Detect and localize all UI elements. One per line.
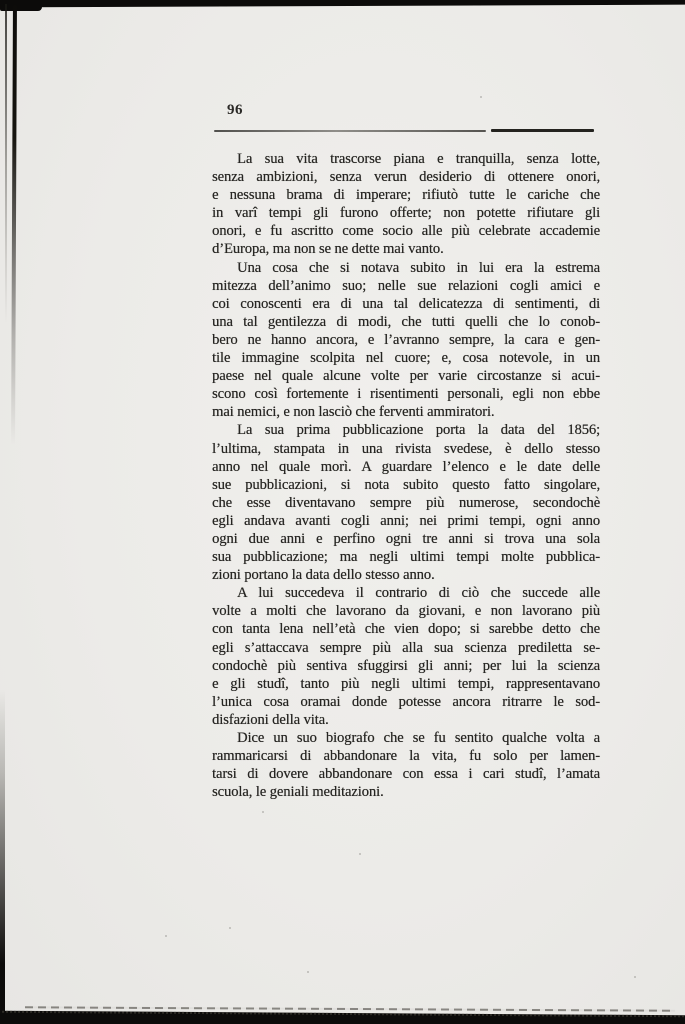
scan-speckle [262, 811, 264, 813]
text-line: l’unica cosa oramai donde potesse ancora ritrarre le sod- [212, 693, 600, 710]
text-block [212, 150, 600, 801]
page-number: 96 [227, 102, 243, 118]
paragraph [212, 729, 600, 801]
text-line: volte a molti che lavorano da giovani, e non lavorano più [212, 603, 600, 620]
scan-speckle [480, 96, 482, 98]
text-line: egli s’attaccava sempre più alla sua scienza prediletta se- [212, 639, 600, 656]
scan-speckle [165, 935, 167, 937]
text-line: mitezza dell’animo suo; nelle sue relazioni cogli amici e [212, 277, 600, 294]
text-line: coi conoscenti era di una tal delicatezza di sentimenti, di [212, 295, 600, 312]
scan-speckle [634, 976, 636, 978]
text-line: mai nemici, e non lasciò che ferventi ammiratori. [212, 404, 495, 421]
text-line: che esse diventavano sempre più numerose, secondochè [212, 494, 600, 511]
text-line: in varî tempi gli furono offerte; non potette rifiutare gli [212, 205, 600, 222]
paragraph [212, 150, 600, 259]
scan-border-top [0, 0, 685, 7]
text-line: egli andava avanti cogli anni; nei primi tempi, ogni anno [212, 512, 600, 529]
text-line: anno nel quale morì. A guardare l’elenco e le date delle [212, 458, 600, 475]
text-line: sua pubblicazione; ma negli ultimi tempi molte pubblica- [212, 549, 600, 566]
text-line: con tanta lena nell’età che vien dopo; si sarebbe detto che [212, 621, 600, 638]
text-line: e nessuna brama di imperare; rifiutò tutte le cariche che [212, 187, 600, 204]
scan-border-left-bottom [0, 690, 5, 1024]
text-line: onori, e fu ascritto come socio alle più celebrate accademie [212, 223, 600, 240]
text-line: tarsi di dovere abbandonare con essa i cari studî, l’amata [212, 766, 600, 783]
scan-border-left-inner [11, 5, 17, 445]
text-line: paese nel quale alcune volte per varie circostanze si acui- [212, 368, 600, 385]
text-line: condochè più sentiva sfuggirsi gli anni; per lui la scienza [212, 657, 600, 674]
text-line: senza ambizioni, senza verun desiderio di ottenere onori, [212, 169, 600, 186]
header-rule-left [214, 130, 486, 132]
text-line: scono così fortemente i risentimenti personali, egli non ebbe [212, 386, 600, 403]
text-line: d’Europa, ma non se ne dette mai vanto. [212, 241, 444, 258]
text-line: ogni due anni e perfino ogni tre anni si trova una sola [212, 530, 600, 547]
text-line: una tal gentilezza di modi, che tutti quelli che lo conob- [212, 313, 600, 330]
text-line: scuola, le geniali meditazioni. [212, 784, 384, 801]
paragraph [212, 584, 600, 729]
text-line: e gli studî, tanto più negli ultimi tempi, rappresentavano [212, 675, 600, 692]
text-line: zioni portano la data dello stesso anno. [212, 567, 435, 584]
header-rule-right [491, 129, 594, 132]
paragraph [212, 421, 600, 584]
text-line: bero ne hanno ancora, e l’avranno sempre, la cara e gen- [212, 331, 600, 348]
text-line: Una cosa che si notava subito in lui era la estrema [237, 259, 600, 276]
text-line: A lui succedeva il contrario di ciò che succede alle [237, 585, 600, 602]
scan-border-left-outer [5, 4, 7, 324]
text-line: La sua vita trascorse piana e tranquilla, senza lotte, [237, 151, 600, 167]
text-line: disfazioni della vita. [212, 711, 329, 728]
scan-speckle [359, 853, 361, 855]
paragraph [212, 259, 600, 422]
scan-border-bottom [0, 1011, 685, 1024]
text-line: La sua prima pubblicazione porta la data del 1856; [237, 422, 600, 439]
text-line: sue pubblicazioni, si nota subito questo fatto singolare, [212, 476, 600, 493]
text-line: tile immagine scolpita nel cuore; e, cosa notevole, in un [212, 350, 600, 367]
text-line: l’ultima, stampata in una rivista svedese, è dello stesso [212, 440, 600, 457]
text-line: Dice un suo biografo che se fu sentito qualche volta a [237, 730, 600, 746]
scan-speckle [229, 927, 231, 929]
text-line: rammaricarsi di abbandonare la vita, fu solo per lamen- [212, 748, 600, 765]
scan-speckle [307, 971, 309, 973]
